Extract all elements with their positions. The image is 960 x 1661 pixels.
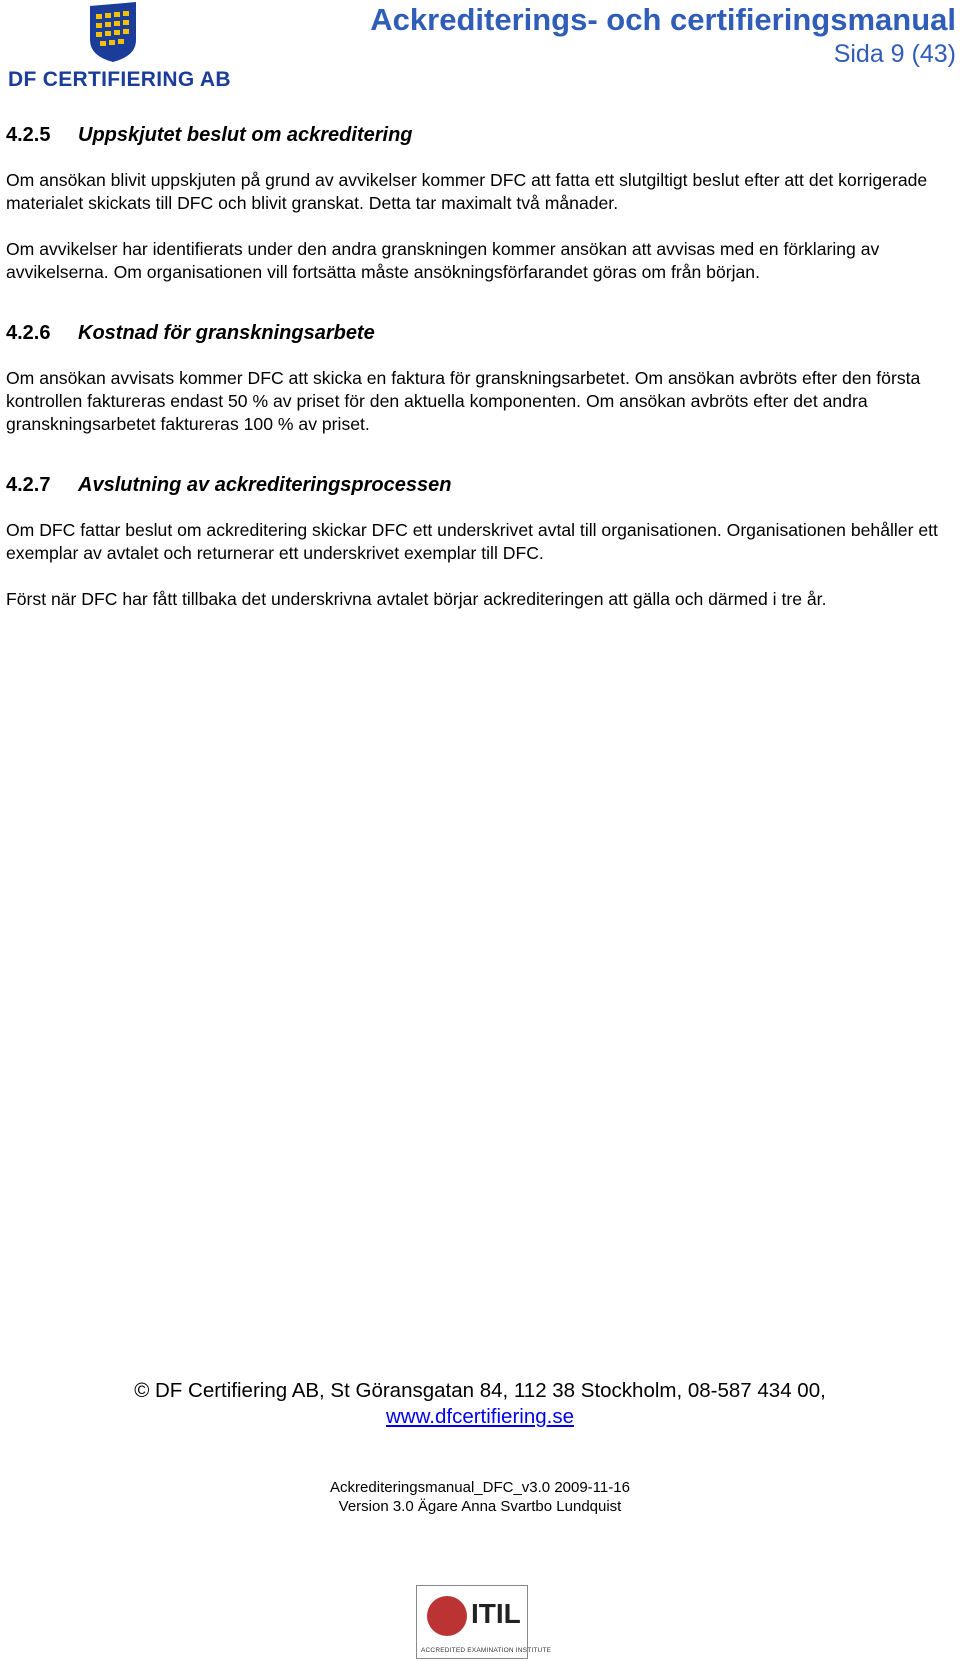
section-title: Avslutning av ackrediteringsprocessen <box>78 474 452 496</box>
logo-mark-icon <box>86 0 140 64</box>
section-number: 4.2.5 <box>6 124 51 146</box>
paragraph: Om ansökan blivit uppskjuten på grund av avvikelser kommer DFC att fatta ett slutgiltigt beslut efter att det korrigerade materialet skickats till DFC och blivit granskat. Detta tar maximalt två månader. <box>6 170 928 213</box>
itil-word: ITIL <box>471 1598 521 1629</box>
footer-address-line: © DF Certifiering AB, St Göransgatan 84, 112 38 Stockholm, 08-587 434 00, <box>134 1379 826 1402</box>
paragraph: Först när DFC har fått tillbaka det underskrivna avtalet börjar ackrediteringen att gälla och därmed i tre år. <box>6 589 827 609</box>
section-title: Kostnad för granskningsarbete <box>78 322 375 344</box>
paragraph: Om ansökan avvisats kommer DFC att skicka en faktura för granskningsarbetet. Om ansökan avbröts efter den första kontrollen faktureras endast 50 % av priset för den aktuella komponenten. Om ansökan avbröts efter det andra granskningsarbetet faktureras 100 % av priset. <box>6 368 921 434</box>
page-number: Sida 9 (43) <box>833 40 956 68</box>
company-logo <box>4 0 231 92</box>
section-number: 4.2.6 <box>6 322 51 344</box>
section-heading <box>6 470 956 500</box>
document-id: Ackrediteringsmanual_DFC_v3.0 2009-11-16 <box>330 1479 630 1496</box>
paragraph: Om DFC fattar beslut om ackreditering skickar DFC ett underskrivet avtal till organisationen. Organisationen behåller ett exemplar av avtalet och returnerar ett underskrivet exemplar till DFC. <box>6 520 938 563</box>
itil-badge <box>416 1585 552 1659</box>
itil-subtitle: ACCREDITED EXAMINATION INSTITUTE <box>421 1647 552 1654</box>
section-title: Uppskjutet beslut om ackreditering <box>78 124 413 146</box>
paragraph: Om avvikelser har identifierats under den andra granskningen kommer ansökan att avvisas med en förklaring av avvikelserna. Om organisationen vill fortsätta måste ansökningsförfarandet göras om från början. <box>6 239 880 282</box>
logo-text: DF CERTIFIERING AB <box>8 68 231 91</box>
website-link[interactable]: www.dfcertifiering.se <box>386 1405 574 1428</box>
section-number: 4.2.7 <box>6 474 51 496</box>
document-body <box>6 120 956 611</box>
footer-meta <box>0 1478 960 1516</box>
document-title: Ackrediterings- och certifieringsmanual <box>370 2 956 37</box>
footer-address <box>0 1378 960 1430</box>
section-heading <box>6 120 956 150</box>
section-heading <box>6 318 956 348</box>
document-version: Version 3.0 Ägare Anna Svartbo Lundquist <box>338 1498 622 1515</box>
itil-mark-icon <box>427 1596 467 1636</box>
